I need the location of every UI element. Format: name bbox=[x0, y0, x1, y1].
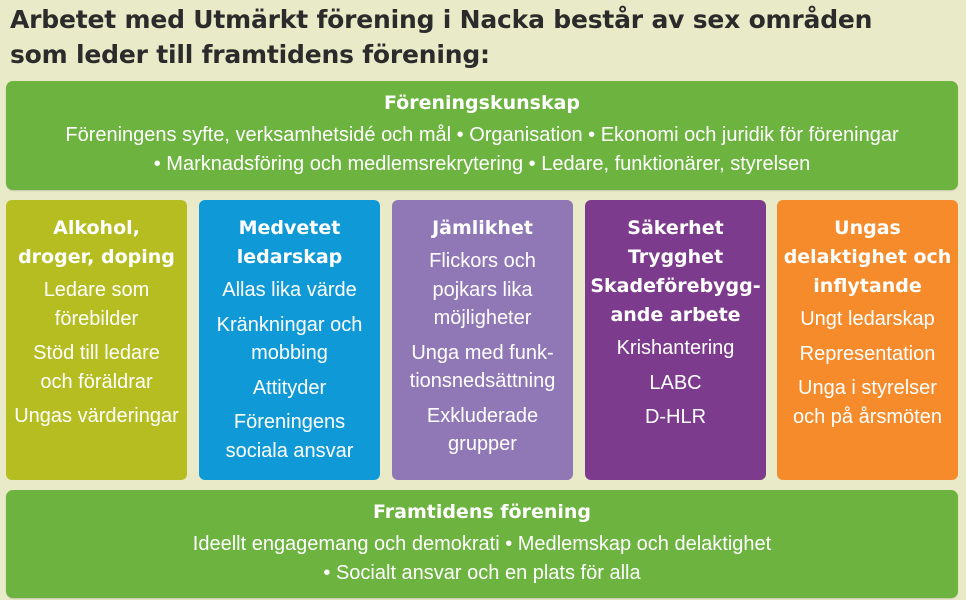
area-item-line: sociala ansvar bbox=[225, 439, 354, 462]
area-item-line: pojkars lika bbox=[432, 278, 533, 301]
area-title-line: inflytande bbox=[813, 275, 922, 297]
area-title-line: Skadeförebygg- bbox=[590, 275, 761, 297]
area-item bbox=[6, 339, 187, 396]
area-title bbox=[392, 214, 573, 243]
area-item bbox=[392, 402, 573, 459]
area-item-line: mobbing bbox=[251, 342, 328, 364]
area-item bbox=[392, 247, 573, 333]
framtidens-forening-title: Framtidens förening bbox=[372, 501, 592, 523]
area-sakerhet-trygghet bbox=[585, 200, 766, 480]
area-item bbox=[585, 369, 766, 398]
area-title-line: ledarskap bbox=[236, 246, 343, 268]
area-item bbox=[777, 374, 958, 431]
area-item-line: Attityder bbox=[252, 376, 327, 399]
area-title-line: ande arbete bbox=[610, 304, 741, 326]
area-item bbox=[6, 402, 187, 431]
area-title bbox=[585, 214, 766, 330]
foreningskunskap-line-1: Föreningens syfte, verksamhetsidé och mål • Organisation • Ekonomi och juridik för föreningar bbox=[65, 124, 899, 146]
area-item-line: Unga med funk- bbox=[411, 341, 554, 364]
area-item bbox=[585, 334, 766, 363]
area-item-line: Exkluderade bbox=[426, 404, 539, 427]
area-item-line: och föräldrar bbox=[40, 370, 153, 393]
page-title bbox=[10, 2, 950, 72]
area-title-line: Säkerhet bbox=[627, 217, 724, 239]
area-item-line: Ledare som bbox=[43, 279, 150, 301]
foreningskunskap-line-2: • Marknadsföring och medlemsrekrytering • Ledare, funktionärer, styrelsen bbox=[153, 153, 811, 175]
page-title-line-2: som leder till framtidens förening: bbox=[10, 40, 490, 69]
area-item-line: Flickors och bbox=[429, 250, 536, 272]
area-item-line: tionsnedsättning bbox=[409, 370, 556, 392]
area-item-line: Representation bbox=[799, 342, 936, 365]
area-item-line: och på årsmöten bbox=[793, 405, 942, 428]
foreningskunskap-band bbox=[6, 81, 958, 190]
area-item bbox=[199, 276, 380, 305]
area-item bbox=[777, 340, 958, 369]
area-item bbox=[585, 403, 766, 432]
area-item-line: Krishantering bbox=[616, 337, 735, 359]
area-item bbox=[392, 339, 573, 396]
area-item-line: Ungt ledarskap bbox=[800, 308, 935, 330]
area-title-line: Alkohol, bbox=[53, 217, 140, 239]
area-title-line: Trygghet bbox=[627, 246, 724, 268]
framtidens-forening-line-2: • Socialt ansvar och en plats för alla bbox=[323, 562, 641, 584]
area-item-line: grupper bbox=[448, 433, 517, 455]
area-item-line: Ungas värderingar bbox=[14, 405, 179, 427]
page-title-line-1: Arbetet med Utmärkt förening i Nacka består av sex områden bbox=[10, 5, 873, 34]
area-title bbox=[6, 214, 187, 272]
area-title-line: Medvetet bbox=[238, 217, 341, 239]
area-item-line: Kränkningar och bbox=[216, 313, 363, 336]
area-item bbox=[199, 311, 380, 368]
area-item bbox=[199, 374, 380, 403]
area-title-line: Jämlikhet bbox=[432, 217, 533, 239]
framtidens-forening-band bbox=[6, 490, 958, 598]
area-title-line: droger, doping bbox=[18, 246, 175, 268]
area-item-line: D-HLR bbox=[644, 406, 707, 428]
area-item-line: möjligheter bbox=[433, 307, 532, 329]
area-item-line: Föreningens bbox=[233, 411, 346, 433]
area-title-line: delaktighet och bbox=[783, 246, 952, 268]
area-item-line: Allas lika värde bbox=[222, 279, 357, 301]
area-alkohol-droger-doping bbox=[6, 200, 187, 480]
area-title-line: Ungas bbox=[834, 217, 901, 239]
framtidens-forening-line-1: Ideellt engagemang och demokrati • Medlemskap och delaktighet bbox=[192, 533, 772, 555]
area-title bbox=[199, 214, 380, 272]
area-ungas-delaktighet bbox=[777, 200, 958, 480]
area-medvetet-ledarskap bbox=[199, 200, 380, 480]
area-item-line: LABC bbox=[649, 371, 702, 394]
foreningskunskap-title: Föreningskunskap bbox=[383, 92, 581, 114]
area-item-line: Unga i styrelser bbox=[798, 377, 937, 399]
area-item bbox=[199, 408, 380, 465]
area-item-line: Stöd till ledare bbox=[33, 342, 160, 364]
area-item-line: förebilder bbox=[54, 307, 139, 330]
area-item bbox=[777, 305, 958, 334]
area-jamlikhet bbox=[392, 200, 573, 480]
area-item bbox=[6, 276, 187, 333]
area-title bbox=[777, 214, 958, 301]
